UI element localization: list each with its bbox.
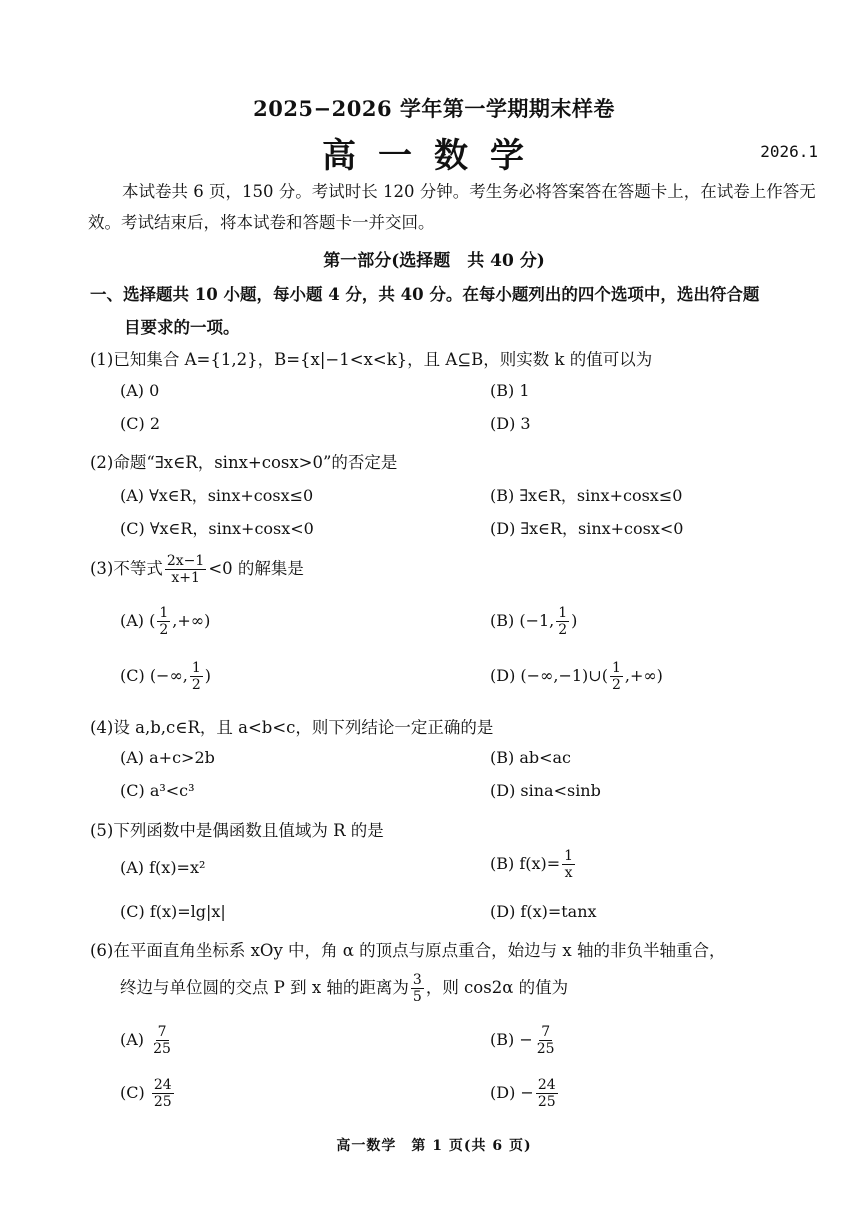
fraction [535,1024,557,1057]
question-number: (5) [90,821,114,840]
fraction-denominator: 25 [536,1041,555,1057]
exam-instructions: 本试卷共 6 页，150 分。考试时长 120 分钟。考生务必将答案答在答题卡上，在试卷上作答无效。考试结束后，将本试卷和答题卡一并交回。 [88,182,816,232]
question-stem: 命题“∃x∈R，sinx+cosx>0”的否定是 [113,453,398,472]
q4-option-d: (D) sina<sinb [490,781,601,800]
q5-option-c: (C) f(x)=lg|x| [120,902,226,921]
q6-option-a [120,1024,175,1057]
option-text: (D) (−∞,−1)∪( [490,666,608,685]
fraction-numerator: 1 [159,605,169,621]
fraction-denominator: 2 [558,622,568,638]
q2-option-d: (D) ∃x∈R，sinx+cosx<0 [490,519,684,538]
question-number: (1) [90,350,114,369]
question-5 [90,817,820,841]
q3-option-c [120,660,211,693]
q5-option-a: (A) f(x)=x² [120,858,206,877]
option-text: (A) ( [120,611,156,630]
q2-option-c: (C) ∀x∈R，sinx+cosx<0 [120,519,314,538]
q6-option-b [490,1024,559,1057]
fraction-numerator: 3 [412,972,422,988]
fraction [411,972,424,1005]
option-label: (B) − [490,1030,533,1049]
fraction-denominator: x [564,865,573,881]
q1-option-b: (B) 1 [490,381,530,400]
q1-option-c: (C) 2 [120,414,160,433]
exam-title: 2025−2026 学年第一学期期末样卷 [253,96,615,121]
section-line-2: 目要求的一项。 [124,318,240,337]
question-stem: 设 a,b,c∈R，且 a<b<c，则下列结论一定正确的是 [113,718,494,737]
fraction-numerator: 7 [541,1024,551,1040]
option-text: (B) f(x)= [490,854,561,873]
fraction-numerator: 24 [537,1077,556,1093]
question-3 [90,553,820,586]
question-number: (3) [90,559,114,578]
question-stem-post: ，则 cos2α 的值为 [425,978,569,997]
fraction-denominator: 25 [153,1041,171,1057]
question-6-line-2 [120,972,820,1005]
fraction-denominator: 2 [191,677,201,693]
fraction [190,660,203,693]
fraction-numerator: 7 [157,1024,167,1040]
question-number: (6) [90,941,114,960]
q3-option-b [490,605,577,638]
q2-option-a: (A) ∀x∈R，sinx+cosx≤0 [120,486,314,505]
option-text: ) [571,611,578,630]
fraction [152,1077,174,1110]
q2-option-b: (B) ∃x∈R，sinx+cosx≤0 [490,486,683,505]
q6-option-c [120,1077,176,1110]
option-text: (B) (−1, [490,611,555,630]
q4-option-c: (C) a³<c³ [120,781,195,800]
question-stem-post: <0 的解集是 [208,559,304,578]
fraction-numerator: 1 [611,660,621,676]
fraction [157,605,170,638]
option-text: ,+∞) [624,666,663,685]
fraction [151,1024,173,1057]
fraction [562,848,575,881]
question-stem: 已知集合 A={1,2}，B={x|−1<x<k}，且 A⊆B，则实数 k 的值可以为 [113,350,653,369]
option-label: (A) [120,1030,145,1049]
question-1 [90,346,820,370]
question-stem-pre: 终边与单位圆的交点 P 到 x 轴的距离为 [120,978,409,997]
question-stem-line-1: 在平面直角坐标系 xOy 中，角 α 的顶点与原点重合，始边与 x 轴的非负半轴重合， [113,941,726,960]
fraction [165,553,206,586]
fraction [556,605,569,638]
fraction [610,660,623,693]
fraction-numerator: 1 [191,660,201,676]
option-label: (D) − [490,1083,534,1102]
fraction-denominator: 5 [412,989,422,1005]
fraction [536,1077,558,1110]
question-stem: 下列函数中是偶函数且值域为 R 的是 [113,821,384,840]
fraction-denominator: 2 [159,622,169,638]
q3-option-a [120,605,210,638]
question-6 [90,937,820,961]
fraction-numerator: 2x−1 [166,553,205,569]
section-line-1: 一、选择题共 10 小题，每小题 4 分，共 40 分。在每小题列出的四个选项中，选出符合题 [90,285,760,304]
option-label: (C) [120,1083,145,1102]
section-instructions [90,278,818,344]
fraction-denominator: 2 [611,677,621,693]
question-stem-pre: 不等式 [113,559,163,578]
fraction-denominator: 25 [153,1094,172,1110]
q6-option-d [490,1077,560,1110]
option-text: (C) (−∞, [120,666,188,685]
fraction-numerator: 1 [558,605,568,621]
subject-title: 高一数学 [322,136,546,176]
question-number: (2) [90,453,114,472]
fraction-denominator: x+1 [171,570,200,586]
fraction-numerator: 1 [564,848,574,864]
page-footer: 高一数学 第 1 页(共 6 页) [336,1138,532,1154]
q5-option-d: (D) f(x)=tanx [490,902,597,921]
question-number: (4) [90,718,114,737]
option-text: ) [204,666,212,685]
q5-option-b [490,848,577,881]
question-4 [90,714,820,738]
q4-option-b: (B) ab<ac [490,748,572,767]
q1-option-a: (A) 0 [120,381,160,400]
exam-date: 2026.1 [760,142,818,161]
fraction-denominator: 25 [537,1094,556,1110]
q3-option-d [490,660,663,693]
part-title: 第一部分(选择题 共 40 分) [323,251,545,271]
fraction-numerator: 24 [153,1077,172,1093]
question-2 [90,449,820,473]
option-text: ,+∞) [172,611,211,630]
q4-option-a: (A) a+c>2b [120,748,215,767]
q1-option-d: (D) 3 [490,414,531,433]
